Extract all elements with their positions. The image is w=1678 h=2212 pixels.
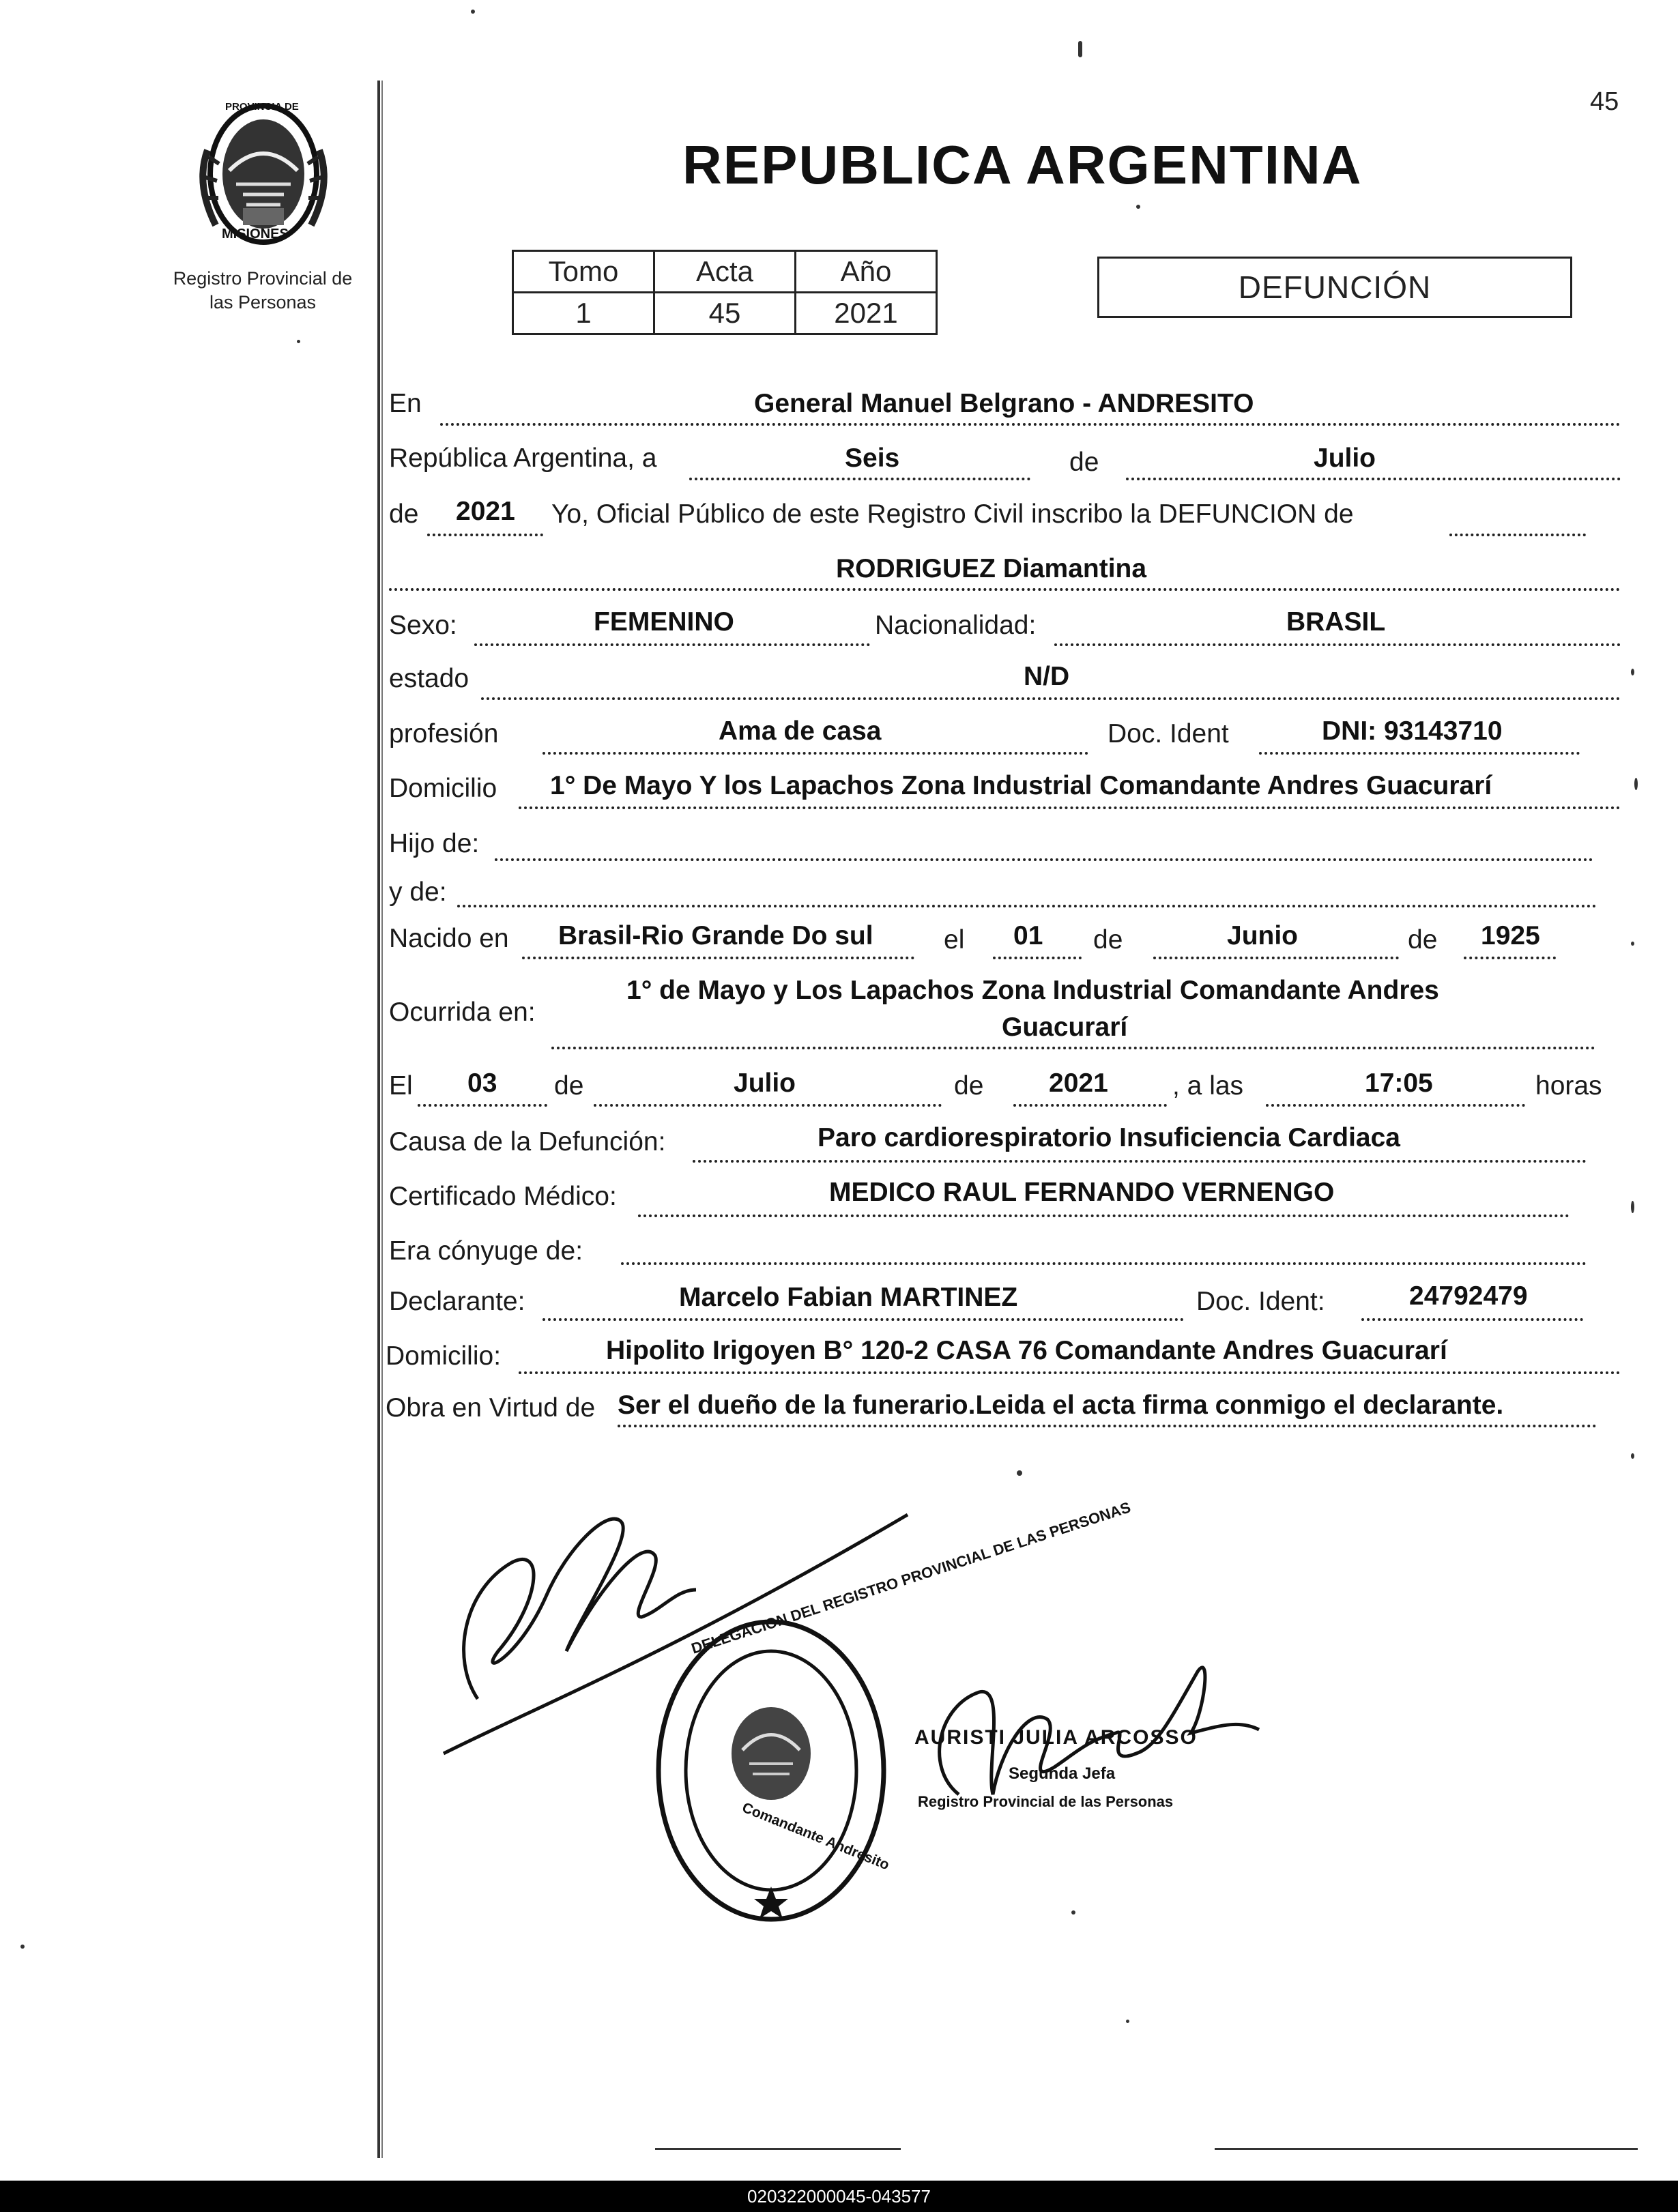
nacionalidad-label: Nacionalidad: — [875, 611, 1037, 640]
conyuge-label: Era cónyuge de: — [389, 1236, 583, 1266]
dotted-line — [1259, 752, 1580, 755]
dotted-line — [594, 1104, 942, 1107]
dotted-line — [1153, 957, 1399, 959]
doc-ident-value: DNI: 93143710 — [1322, 716, 1503, 746]
dotted-line — [519, 806, 1621, 809]
scan-speck — [1631, 1453, 1634, 1459]
footer-code: 020322000045-043577 — [747, 2186, 931, 2207]
country-title: REPUBLICA ARGENTINA — [682, 134, 1363, 195]
seal-inner-text: Comandante Andresito — [740, 1799, 892, 1874]
table-value-acta: 45 — [654, 293, 796, 334]
dotted-line — [481, 697, 1621, 700]
decl-dom-label: Domicilio: — [386, 1341, 502, 1371]
scan-speck — [1631, 1201, 1634, 1213]
dotted-line — [551, 1047, 1595, 1049]
dotted-line — [418, 1104, 547, 1107]
de5-label: de — [554, 1071, 584, 1101]
dotted-line — [389, 588, 1621, 591]
domicilio-label: Domicilio — [389, 774, 497, 803]
table-value-tomo: 1 — [513, 293, 654, 334]
fallec-dia: 03 — [467, 1068, 497, 1098]
dotted-line — [1054, 643, 1621, 646]
scan-line — [655, 2148, 901, 2150]
decl-dom-value: Hipolito Irigoyen B° 120-2 CASA 76 Comandante Andres Guacurarí — [606, 1336, 1447, 1365]
month-value: Julio — [1314, 443, 1376, 473]
dotted-line — [495, 858, 1593, 861]
registry-name-line1: Registro Provincial de — [173, 268, 353, 289]
ocurrida-line2: Guacurarí — [1002, 1013, 1128, 1042]
scan-speck — [20, 1945, 25, 1949]
sexo-label: Sexo: — [389, 611, 457, 640]
nacido-mes: Junio — [1227, 921, 1298, 950]
causa-value: Paro cardiorespiratorio Insuficiencia Cardiaca — [818, 1123, 1400, 1152]
de4-label: de — [1408, 925, 1438, 955]
scan-speck — [1631, 942, 1634, 946]
declarante-label: Declarante: — [389, 1287, 525, 1316]
hora-value: 17:05 — [1365, 1068, 1433, 1098]
a-las-label: , a las — [1172, 1071, 1244, 1101]
seal-ring-text: DELEGACION DEL REGISTRO PROVINCIAL DE LAS PERSONAS — [689, 1498, 1133, 1657]
scan-speck — [1071, 1910, 1075, 1915]
fallec-mes: Julio — [734, 1068, 796, 1098]
dotted-line — [993, 957, 1082, 959]
ocurrida-line1: 1° de Mayo y Los Lapachos Zona Industrial Comandante Andres — [626, 976, 1439, 1005]
dotted-line — [689, 478, 1030, 480]
ocurrida-label: Ocurrida en: — [389, 998, 536, 1027]
de-label: de — [1069, 448, 1099, 477]
estado-value: N/D — [1024, 662, 1070, 691]
dotted-line — [522, 957, 914, 959]
scan-speck — [1634, 778, 1638, 790]
scan-speck — [1078, 41, 1082, 57]
registry-name-line2: las Personas — [209, 292, 317, 312]
dotted-line — [440, 423, 1621, 426]
de2-label: de — [389, 499, 419, 529]
el2-label: El — [389, 1071, 413, 1101]
dotted-line — [621, 1262, 1587, 1265]
table-header-anio: Año — [796, 251, 937, 293]
day-words: Seis — [845, 443, 900, 473]
margin-line — [377, 81, 380, 2158]
en-value: General Manuel Belgrano - ANDRESITO — [754, 389, 1254, 418]
dotted-line — [474, 643, 870, 646]
profesion-label: profesión — [389, 719, 499, 748]
el-label: el — [944, 925, 965, 955]
doc-ident-label: Doc. Ident — [1108, 719, 1229, 748]
cert-label: Certificado Médico: — [389, 1182, 617, 1211]
official-name: AURISTI JULIA ARCOSSO — [914, 1726, 1198, 1749]
table-header-acta: Acta — [654, 251, 796, 293]
dotted-line — [543, 1318, 1184, 1321]
official-office: Registro Provincial de las Personas — [918, 1793, 1174, 1810]
fallec-anio: 2021 — [1049, 1068, 1108, 1098]
y-de-label: y de: — [389, 877, 447, 907]
dotted-line — [1126, 478, 1621, 480]
emblem-text-bottom: MISIONES — [222, 227, 289, 242]
dotted-line — [638, 1214, 1569, 1217]
obra-label: Obra en Virtud de — [386, 1393, 596, 1423]
scan-speck — [1126, 2020, 1129, 2023]
estado-label: estado — [389, 664, 469, 693]
hijo-label: Hijo de: — [389, 829, 480, 858]
scan-speck — [1017, 1470, 1022, 1476]
margin-line-inner — [381, 81, 383, 2158]
de6-label: de — [954, 1071, 984, 1101]
nacido-label: Nacido en — [389, 924, 509, 953]
cert-value: MEDICO RAUL FERNANDO VERNENGO — [829, 1178, 1335, 1207]
dotted-line — [427, 534, 543, 536]
obra-value: Ser el dueño de la funerario.Leida el acta firma conmigo el declarante. — [618, 1391, 1504, 1420]
declarante-value: Marcelo Fabian MARTINEZ — [679, 1283, 1018, 1312]
scan-line — [1215, 2148, 1638, 2150]
profesion-value: Ama de casa — [719, 716, 882, 746]
republica-label: República Argentina, a — [389, 443, 657, 473]
en-label: En — [389, 389, 422, 418]
horas-label: horas — [1535, 1071, 1602, 1101]
nacido-anio: 1925 — [1481, 921, 1540, 950]
dotted-line — [519, 1371, 1621, 1374]
dotted-line — [1449, 534, 1586, 536]
registry-seal — [654, 1617, 892, 1924]
page-number: 45 — [1590, 87, 1619, 116]
dotted-line — [618, 1425, 1597, 1427]
nacido-lugar: Brasil-Rio Grande Do sul — [558, 921, 873, 950]
domicilio-value: 1° De Mayo Y los Lapachos Zona Industrial Comandante Andres Guacurarí — [550, 771, 1492, 800]
de3-label: de — [1093, 925, 1123, 955]
record-type-box: DEFUNCIÓN — [1097, 257, 1572, 318]
dotted-line — [1361, 1318, 1583, 1321]
dotted-line — [1464, 957, 1556, 959]
decl-doc-value: 24792479 — [1409, 1281, 1528, 1311]
scan-speck — [471, 10, 475, 14]
table-value-anio: 2021 — [796, 293, 937, 334]
dotted-line — [1266, 1104, 1525, 1107]
year-value: 2021 — [456, 497, 515, 526]
decl-doc-label: Doc. Ident: — [1196, 1287, 1325, 1316]
intro-text: Yo, Oficial Público de este Registro Civil inscribo la DEFUNCION de — [551, 499, 1354, 529]
deceased-name: RODRIGUEZ Diamantina — [836, 554, 1147, 583]
sexo-value: FEMENINO — [594, 607, 734, 637]
table-header-tomo: Tomo — [513, 251, 654, 293]
scan-speck — [297, 340, 300, 343]
record-table — [512, 250, 938, 335]
scan-speck — [1631, 669, 1634, 675]
dotted-line — [543, 752, 1088, 755]
nacido-dia: 01 — [1013, 921, 1043, 950]
dotted-line — [1013, 1104, 1167, 1107]
emblem-text-top: PROVINCIA DE — [225, 101, 299, 113]
official-title: Segunda Jefa — [1009, 1764, 1116, 1783]
dotted-line — [693, 1160, 1587, 1163]
causa-label: Causa de la Defunción: — [389, 1127, 666, 1156]
scan-speck — [1136, 205, 1140, 209]
nacionalidad-value: BRASIL — [1286, 607, 1386, 637]
dotted-line — [457, 905, 1597, 907]
